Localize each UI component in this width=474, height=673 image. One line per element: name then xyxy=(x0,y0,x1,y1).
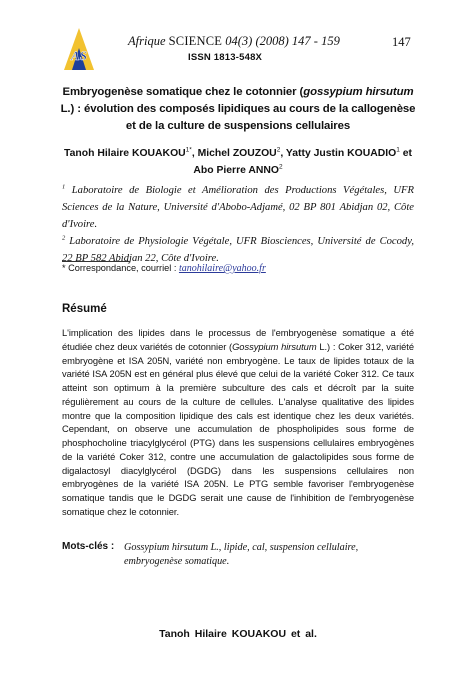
journal-reference: 04(3) (2008) 147 - 159 xyxy=(225,34,340,48)
abstract-species: Gossypium hirsutum xyxy=(232,341,317,352)
issn: ISSN 1813-548X xyxy=(188,52,263,63)
abstract-body xyxy=(62,327,414,520)
title-species-epithet: hirsutum xyxy=(365,86,414,98)
page-number: 147 xyxy=(392,35,411,49)
author-affiliation-mark: 1* xyxy=(185,146,192,154)
author-name: Yatty Justin KOUADIO xyxy=(285,148,397,159)
affiliation-mark: 2 xyxy=(62,234,66,242)
correspondence-email-link[interactable]: tanohilaire@yahoo.fr xyxy=(178,263,266,274)
affiliation-1 xyxy=(62,182,414,233)
abstract-text-2: L.) : Coker 312, variété embryogène et ISA 205N, variété non embryogène. Le taux de lipides totaux de la variété ISA 205N est en général plus élevé que celui de la variété Coker 312. Ce taux atteint son optimum à la première subculture des cals et décroît par la suite régulièrement au cours de la culture de cellules. L'analyse qualitative des lipides montre que la composition lipidique des cals est identique chez les deux variétés. Cependant, on observe une accumulation de phospholipides sous forme de phosphocholine triacylglycérol (PTG) dans les suspensions cellulaires embryogènes de la variété Coker 312, contre une accumulation de galactolipides sous forme de digalactosyl diacylglycérol (DGDG) dans les suspensions cellulaires non embryogènes de la variété ISA 205N. Le PTG semble favoriser l'embryogenèse somatique tandis que le DGDG serait une cause de l'inhibition de l'embryogenèse somatique chez le cotonnier. xyxy=(62,341,414,517)
logo-letters: AS xyxy=(71,48,87,63)
title-part-1: Embryogenèse somatique chez le cotonnier ( xyxy=(62,86,304,98)
author-name: Tanoh Hilaire KOUAKOU xyxy=(64,148,186,159)
keywords-label: Mots-clés : xyxy=(62,541,115,552)
abstract-text-1: L'implication des lipides dans le processus de l'embryogenèse somatique a été étudiée chez deux variétés de cotonnier ( xyxy=(62,328,414,352)
author-name: Michel ZOUZOU xyxy=(197,148,277,159)
author-affiliation-mark: 2 xyxy=(276,146,281,154)
author-separator: , xyxy=(191,148,198,159)
author-name: Abo Pierre ANNO xyxy=(193,165,280,176)
author-separator: , xyxy=(280,148,286,159)
footnote-divider xyxy=(62,261,130,262)
journal-citation xyxy=(128,34,340,49)
journal-name: Afrique xyxy=(128,34,166,48)
title-species-genus: gossypium xyxy=(303,86,363,98)
author-separator: et xyxy=(399,148,412,159)
author-affiliation-mark: 2 xyxy=(279,163,283,171)
affiliations xyxy=(62,182,414,267)
affiliation-text: Laboratoire de Biologie et Amélioration des Productions Végétales, UFR Sciences de la Nature, Université d'Abobo-Adjamé, 02 BP 801 Abidjan 02, Côte d'Ivoire. xyxy=(62,185,414,230)
keywords-list: Gossypium hirsutum L., lipide, cal, suspension cellulaire, embryogenèse somatique. xyxy=(124,542,359,567)
author-list xyxy=(60,145,416,179)
journal-logo xyxy=(62,26,96,72)
title-part-2: L.) : évolution des composés lipidiques au cours de la callogenèse et de la culture de suspensions cellulaires xyxy=(60,103,416,132)
correspondence-footnote xyxy=(62,263,266,274)
abstract-heading: Résumé xyxy=(62,303,107,315)
journal-science: SCIENCE xyxy=(168,34,223,48)
affiliation-text: Laboratoire de Physiologie Végétale, UFR Biosciences, Université de Cocody, 22 BP 582 Abidjan 22, Côte d'Ivoire. xyxy=(62,236,414,264)
author-affiliation-mark: 1 xyxy=(396,146,400,154)
affiliation-mark: 1 xyxy=(62,183,66,191)
running-footer: Tanoh Hilaire KOUAKOU et al. xyxy=(159,628,317,640)
article-title xyxy=(60,84,416,135)
footnote-label: * Correspondance, courriel : xyxy=(62,263,179,273)
